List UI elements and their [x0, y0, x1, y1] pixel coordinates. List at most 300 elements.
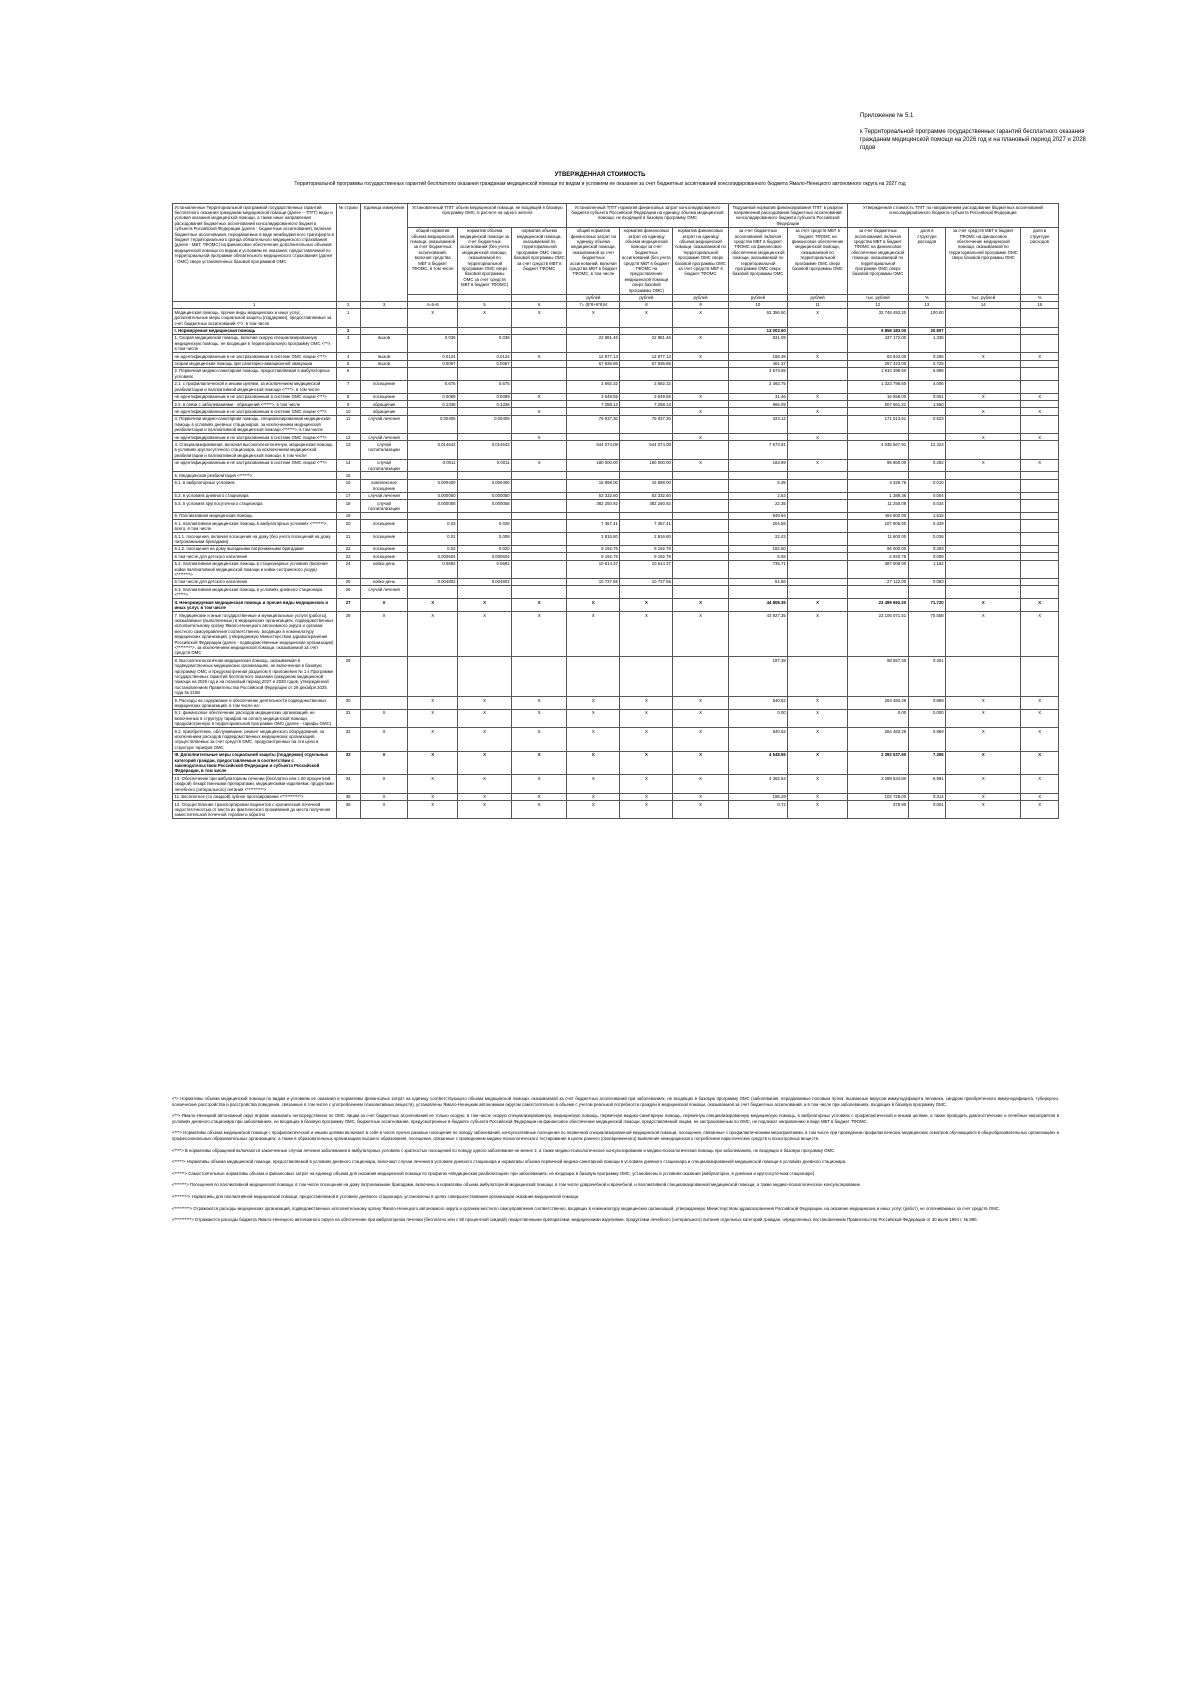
- unit-col-14: тыс. рублей: [946, 294, 1021, 301]
- table-cell: 22 881.46: [567, 334, 620, 352]
- row-number: 32: [336, 728, 360, 752]
- table-cell: X: [673, 801, 728, 819]
- table-cell: X: [512, 393, 567, 400]
- table-cell: 5.898: [908, 367, 946, 380]
- table-cell: 0.00405: [408, 415, 458, 433]
- table-cell: 0.314: [908, 793, 946, 800]
- table-cell: X: [1021, 353, 1059, 360]
- row-number: 5: [336, 360, 360, 367]
- table-cell: X: [458, 612, 512, 657]
- table-cell: 0.010: [908, 479, 946, 492]
- header-col-10: за счет бюджетных ассигнований, включая средства МБТ в бюджет ТФОМС на финансовое обеспечение медицинской помощи, оказываемой по территориальной программе ОМС сверх базовой программы ОМС: [728, 227, 788, 294]
- table-cell: X: [946, 408, 1021, 415]
- table-cell: 0.301: [908, 657, 946, 697]
- table-cell: 12 877.13: [567, 353, 620, 360]
- footnote: <**> Ямало-Ненецкий автономный округ вправе оказывать непосредственно по ОМС лицам за счет бюджетных ассигнований не только скорую, в том числе скорую специализированную, медицинскую помощь, первичную медико-санитарную помощь, первичную специализированную медицинскую помощь, в амбулаторных условиях с профилактической и иными целями, а также проводить диагностические и лечебные мероприятия в условиях дневного стационара при заболеваниях, не входящих в базовую программу ОМС, бюджетные ассигнования, предусмотренные в бюджете субъекта Российской Федерации на финансовое обеспечение медицинской помощи, предоставляемой лицам, не застрахованным по ОМС, не подлежат направлению в виде МБТ в бюджет ТФОМС.: [172, 1113, 1059, 1124]
- table-cell: X: [567, 728, 620, 752]
- table-body: [173, 309, 1059, 819]
- row-label: 6.1.2. посещения на дому выездными патронажными бригадами: [173, 545, 337, 552]
- table-cell: X: [512, 793, 567, 800]
- table-cell: обращение: [360, 401, 408, 408]
- table-cell: 540.62: [728, 728, 788, 752]
- table-cell: [788, 492, 848, 499]
- table-cell: [946, 657, 1021, 697]
- table-cell: 0.004: [908, 492, 946, 499]
- row-label: 6.2. паллиативная медицинская помощь в стационарных условиях (включая койки паллиативной медицинской помощи и койки сестринского ухода) <********>: [173, 560, 337, 578]
- table-cell: [512, 533, 567, 546]
- table-cell: 187.38: [728, 657, 788, 697]
- table-cell: 67 836.86: [567, 360, 620, 367]
- header-col-11: за счет средств МБТ в бюджет ТФОМС на финансовое обеспечение медицинской помощи, оказываемой по территориальной программе ОМС сверх базовой программы ОМС: [788, 227, 848, 294]
- table-cell: [360, 697, 408, 710]
- table-cell: 0.000604: [408, 553, 458, 560]
- table-cell: [673, 367, 728, 380]
- table-cell: [512, 380, 567, 393]
- table-cell: 9 192.76: [620, 553, 673, 560]
- table-cell: койко-день: [360, 578, 408, 585]
- table-cell: [847, 434, 908, 441]
- table-cell: [946, 560, 1021, 578]
- column-number: 11: [788, 301, 848, 308]
- table-cell: [673, 545, 728, 552]
- table-cell: 51.56: [728, 578, 788, 585]
- unit-col-9: рублей: [673, 294, 728, 301]
- row-number: 33: [336, 751, 360, 775]
- table-row: [173, 709, 1059, 727]
- column-number: 3: [360, 301, 408, 308]
- table-cell: 27 122.00: [847, 578, 908, 585]
- footnotes: [172, 1096, 1059, 1229]
- table-cell: [1021, 479, 1059, 492]
- table-cell: 171 013.61: [847, 415, 908, 433]
- table-cell: 0.0011: [458, 459, 512, 472]
- table-cell: X: [788, 599, 848, 612]
- table-cell: X: [673, 309, 728, 327]
- table-cell: [512, 512, 567, 519]
- header-col-7: общий норматив финансовых затрат на единицу объема медицинской помощи, оказываемой за счет бюджетных ассигнований, включая средства МБТ в бюджет ТФОМС, в том числе: [567, 227, 620, 294]
- row-label: не идентифицированным и не застрахованным в системе ОМС лицам <***>: [173, 408, 337, 415]
- row-label: 10. Обеспечение при амбулаторном лечении (бесплатно или с 50 процентной скидкой) лекарственными препаратами, медицинскими изделиями, продуктами лечебного (энтерального) питания <**********>: [173, 775, 337, 793]
- table-cell: 2 392 537.60: [847, 751, 908, 775]
- table-cell: 0.256: [908, 353, 946, 360]
- table-cell: X: [360, 801, 408, 819]
- table-cell: [1021, 586, 1059, 599]
- footnote: <**********> Отражаются расходы бюджета Ямало-Ненецкого автономного округа на обеспечение при амбулаторном лечении (бесплатно или с 50 процентной скидкой) лекарственными препаратами, медицинскими изделиями, продуктами лечебного (энтерального) питания отдельных категорий граждан, определенных постановлением Правительства Российской Федерации от 30 июля 1994 г. № 890.: [172, 1217, 978, 1223]
- table-cell: 83 843.00: [847, 353, 908, 360]
- table-cell: X: [458, 775, 512, 793]
- table-row: [173, 512, 1059, 519]
- column-number: 6: [512, 301, 567, 308]
- table-cell: X: [512, 728, 567, 752]
- unit-col-5: [458, 294, 512, 301]
- table-cell: [946, 309, 1021, 327]
- table-cell: [847, 472, 908, 479]
- table-cell: 9 192.76: [567, 553, 620, 560]
- table-cell: X: [1021, 793, 1059, 800]
- document-title: УТВЕРЖДЕННАЯ СТОИМОСТЬ: [554, 172, 646, 178]
- table-cell: 71.720: [908, 599, 946, 612]
- table-cell: 11 600.00: [847, 533, 908, 546]
- table-cell: [512, 560, 567, 578]
- table-cell: X: [360, 751, 408, 775]
- table-cell: X: [567, 599, 620, 612]
- table-header: [173, 204, 1059, 309]
- table-cell: [512, 553, 567, 560]
- table-cell: случай госпитализации: [360, 441, 408, 459]
- table-cell: [946, 334, 1021, 352]
- table-cell: 0.0124: [408, 353, 458, 360]
- table-cell: [1021, 553, 1059, 560]
- table-row: [173, 520, 1059, 533]
- table-cell: 544 074.08: [567, 441, 620, 459]
- table-cell: X: [512, 459, 567, 472]
- column-number: 1: [173, 301, 337, 308]
- table-cell: [512, 657, 567, 697]
- table-cell: [458, 327, 512, 334]
- header-col-4: общий норматив объема медицинской помощи, оказываемой за счет бюджетных ассигнований, включая средства МБТ в бюджет ТФОМС, в том числе: [408, 227, 458, 294]
- table-row: [173, 578, 1059, 585]
- table-cell: 22.43: [728, 533, 788, 546]
- table-cell: X: [512, 801, 567, 819]
- table-cell: [847, 586, 908, 599]
- table-cell: [673, 472, 728, 479]
- table-cell: X: [360, 709, 408, 727]
- table-cell: [788, 533, 848, 546]
- table-cell: 0.036: [408, 334, 458, 352]
- table-cell: X: [408, 709, 458, 727]
- table-cell: 544 074.08: [620, 441, 673, 459]
- table-cell: 0.001: [908, 801, 946, 819]
- table-cell: 0.0067: [408, 360, 458, 367]
- table-cell: 7 367.41: [620, 520, 673, 533]
- table-row: [173, 500, 1059, 513]
- table-cell: X: [673, 599, 728, 612]
- table-cell: 0.000: [908, 709, 946, 727]
- table-cell: 180 000.00: [620, 459, 673, 472]
- table-row: [173, 459, 1059, 472]
- table-cell: 10 737.55: [620, 578, 673, 585]
- row-number: 31: [336, 709, 360, 727]
- table-cell: 183.89: [728, 459, 788, 472]
- row-label: в том числе для детского населения: [173, 553, 337, 560]
- row-label: 6.1. паллиативная медицинская помощь в амбулаторных условиях <*******>, всего, в том числе: [173, 520, 337, 533]
- table-cell: X: [408, 775, 458, 793]
- table-cell: [408, 327, 458, 334]
- table-cell: [788, 657, 848, 697]
- row-label: Медицинская помощь, прочие виды медицинских и иных услуг, дополнительные меры социальной защиты (поддержки), предоставляемые за счет бюджетных ассигнований <*>, в том числе: [173, 309, 337, 327]
- unit-col-11: рублей: [788, 294, 848, 301]
- table-cell: 195.29: [728, 793, 788, 800]
- table-row: [173, 472, 1059, 479]
- table-cell: 3 692.32: [620, 380, 673, 393]
- table-cell: 0.000058: [458, 500, 512, 513]
- row-number: 15: [336, 472, 360, 479]
- row-number: 22: [336, 545, 360, 552]
- footnote: <*> Нормативы объема медицинской помощи по видам и условиям ее оказания и нормативы финансовых затрат на единицу соответствующего объема медицинской помощи, оказываемой за счет бюджетных ассигнований при заболеваниях, не входящих в базовую программу ОМС (заболевания, передаваемые половым путем, вызванные вирусом иммунодефицита человека, синдром приобретенного иммунодефицита, туберкулез, психические расстройства и расстройства поведения, связанные в том числе с употреблением психоактивных веществ), установлены Ямало-Ненецким автономным округом самостоятельно в объеме с учетом реальной потребности граждан в медицинской помощи, оказываемой за счет бюджетных ассигнований, и в том числе при заболеваниях, входящих в базовую программу ОМС.: [172, 1096, 1059, 1107]
- table-cell: [408, 434, 458, 441]
- table-cell: [946, 479, 1021, 492]
- row-number: 26: [336, 586, 360, 599]
- table-cell: 15 898.00: [620, 479, 673, 492]
- table-row: [173, 334, 1059, 352]
- table-cell: [567, 512, 620, 519]
- table-cell: X: [567, 775, 620, 793]
- table-cell: X: [458, 709, 512, 727]
- table-cell: X: [1021, 393, 1059, 400]
- table-cell: 11 250.09: [847, 500, 908, 513]
- table-cell: [946, 492, 1021, 499]
- table-cell: 378.80: [847, 801, 908, 819]
- table-cell: 0.004802: [408, 578, 458, 585]
- table-row: [173, 793, 1059, 800]
- table-cell: 12.323: [908, 441, 946, 459]
- table-cell: [946, 415, 1021, 433]
- table-cell: [1021, 492, 1059, 499]
- table-cell: 7 258.13: [567, 401, 620, 408]
- table-cell: X: [673, 459, 728, 472]
- header-col-12: за счет бюджетных ассигнований, включая средства МБТ в бюджет ТФОМС на финансовое обеспечение медицинской помощи, оказываемой по территориальной программе ОМС сверх базовой программы ОМС: [847, 227, 908, 294]
- table-cell: X: [512, 709, 567, 727]
- table-row: [173, 380, 1059, 393]
- table-cell: [673, 553, 728, 560]
- table-cell: 0.293: [908, 545, 946, 552]
- table-cell: 2 492.75: [728, 380, 788, 393]
- table-cell: [567, 586, 620, 599]
- table-cell: [788, 560, 848, 578]
- table-cell: 1 910 398.60: [847, 367, 908, 380]
- table-cell: X: [788, 793, 848, 800]
- table-cell: 16 558.00: [847, 393, 908, 400]
- table-cell: [1021, 520, 1059, 533]
- table-cell: 4 035 567.91: [847, 441, 908, 459]
- row-label: не идентифицированным и не застрахованным в системе ОМС лицам <***>: [173, 353, 337, 360]
- table-cell: 437 172.00: [847, 334, 908, 352]
- table-cell: [788, 500, 848, 513]
- table-cell: 0.02: [408, 545, 458, 552]
- table-cell: посещение: [360, 553, 408, 560]
- table-cell: X: [620, 793, 673, 800]
- row-label: в том числе для детского населения: [173, 578, 337, 585]
- table-cell: X: [458, 697, 512, 710]
- unit-col-8: рублей: [620, 294, 673, 301]
- table-cell: 0.01: [408, 533, 458, 546]
- table-cell: X: [673, 751, 728, 775]
- table-cell: X: [620, 309, 673, 327]
- row-number: 34: [336, 775, 360, 793]
- table-cell: [673, 401, 728, 408]
- table-cell: 1.550: [908, 401, 946, 408]
- table-cell: [458, 586, 512, 599]
- cost-table: [172, 203, 1059, 819]
- table-cell: [458, 408, 512, 415]
- table-cell: [620, 408, 673, 415]
- row-label: 2.2. в связи с заболеваниями - обращений <*****>, в том числе: [173, 401, 337, 408]
- table-cell: [673, 520, 728, 533]
- table-cell: X: [360, 612, 408, 657]
- table-cell: 461.37: [728, 360, 788, 367]
- table-cell: случай лечения: [360, 586, 408, 599]
- table-cell: 0.000604: [458, 553, 512, 560]
- table-cell: [788, 520, 848, 533]
- table-cell: [788, 553, 848, 560]
- table-cell: X: [673, 728, 728, 752]
- table-cell: X: [408, 751, 458, 775]
- table-cell: [512, 586, 567, 599]
- table-cell: [512, 360, 567, 367]
- table-cell: X: [567, 751, 620, 775]
- unit-col-4: [408, 294, 458, 301]
- table-cell: [1021, 560, 1059, 578]
- table-cell: X: [567, 697, 620, 710]
- table-cell: X: [1021, 434, 1059, 441]
- row-number: 6: [336, 367, 360, 380]
- table-cell: 79 937.30: [620, 415, 673, 433]
- table-cell: X: [408, 793, 458, 800]
- table-cell: [788, 327, 848, 334]
- table-cell: 0.000050: [408, 492, 458, 499]
- row-label: 9.1. финансовое обеспечение расходов медицинских организаций, не включенных в структуру тарифов на оплату медицинской помощи, предусмотренную в территориальной программе ОМС (далее - тарифы ОМС): [173, 709, 337, 727]
- row-number: 36: [336, 801, 360, 819]
- appendix-block: [860, 112, 1090, 152]
- table-cell: X: [946, 801, 1021, 819]
- table-cell: 100.00: [908, 309, 946, 327]
- table-cell: X: [673, 775, 728, 793]
- table-cell: 382 250.92: [567, 500, 620, 513]
- table-cell: [408, 367, 458, 380]
- column-number: 15: [1021, 301, 1059, 308]
- table-row: [173, 408, 1059, 415]
- table-cell: X: [1021, 599, 1059, 612]
- table-cell: [512, 367, 567, 380]
- table-cell: 382 250.92: [620, 500, 673, 513]
- table-cell: 43 927.35: [728, 612, 788, 657]
- column-number: 10: [728, 301, 788, 308]
- table-cell: [567, 408, 620, 415]
- table-cell: [728, 586, 788, 599]
- table-cell: 0.0692: [408, 560, 458, 578]
- table-cell: 0.00: [728, 709, 788, 727]
- table-cell: 15 898.00: [567, 479, 620, 492]
- column-number: 13: [908, 301, 946, 308]
- table-cell: [1021, 334, 1059, 352]
- table-cell: [620, 586, 673, 599]
- table-cell: 1 323 798.60: [847, 380, 908, 393]
- header-col-13: доля в структуре расходов: [908, 227, 946, 294]
- table-cell: [788, 586, 848, 599]
- table-cell: случай лечения: [360, 415, 408, 433]
- table-cell: X: [567, 801, 620, 819]
- table-cell: [1021, 578, 1059, 585]
- table-cell: X: [620, 709, 673, 727]
- table-cell: 1.335: [908, 334, 946, 352]
- table-cell: X: [408, 309, 458, 327]
- table-cell: X: [512, 751, 567, 775]
- table-cell: X: [946, 775, 1021, 793]
- column-number: 8: [620, 301, 673, 308]
- header-col-8: норматив финансовых затрат на единицу объема медицинской помощи за счет бюджетных ассигнований (без учета средств МБТ в бюджет ТФОМС на предоставление медицинской помощи сверх базовой программы ОМС): [620, 227, 673, 294]
- table-row: [173, 434, 1059, 441]
- row-number: 18: [336, 500, 360, 513]
- row-label: 11. Бесплатное (со скидкой) зубное протезирование <***********>: [173, 793, 337, 800]
- table-row: [173, 801, 1059, 819]
- table-cell: посещение: [360, 520, 408, 533]
- table-cell: [512, 545, 567, 552]
- table-row: [173, 553, 1059, 560]
- table-row: [173, 360, 1059, 367]
- row-label: 7. Медицинские и иные государственные и муниципальные услуги (работы), оказываемые (выполняемые) в медицинских организациях, подведомственных исполнительному органу Ямало-Ненецкого автономного округа и органам местного самоуправления соответственно, входящих в номенклатуру медицинских организаций, утверждаемую Министерством здравоохранения Российской Федерации (далее - подведомственные медицинские организации) <*********>, за исключением медицинской помощи, оказываемой за счет средств ОМС: [173, 612, 337, 657]
- header-col-5: норматив объема медицинской помощи за счет бюджетных ассигнований (без учета медицинской помощи, оказываемой по территориальной программе ОМС сверх базовой программы ОМС за счет средств МБТ в бюджет ТФОМС): [458, 227, 512, 294]
- table-cell: [673, 512, 728, 519]
- table-cell: [512, 500, 567, 513]
- table-cell: [788, 441, 848, 459]
- table-cell: посещение: [360, 393, 408, 400]
- table-cell: 31.46: [728, 393, 788, 400]
- table-cell: 0.869: [908, 697, 946, 710]
- table-cell: 284 483.29: [847, 728, 908, 752]
- table-cell: 7.306: [908, 751, 946, 775]
- row-number: 35: [336, 793, 360, 800]
- table-cell: X: [788, 612, 848, 657]
- table-cell: [1021, 512, 1059, 519]
- table-cell: 67 836.86: [620, 360, 673, 367]
- row-number: 8: [336, 393, 360, 400]
- table-cell: 2 920.75: [847, 553, 908, 560]
- table-cell: [673, 441, 728, 459]
- table-cell: [408, 512, 458, 519]
- table-cell: 9 192.76: [620, 545, 673, 552]
- table-row: [173, 401, 1059, 408]
- table-cell: [360, 512, 408, 519]
- table-cell: вызов: [360, 353, 408, 360]
- table-cell: 948.84: [728, 512, 788, 519]
- table-cell: 4 352.54: [728, 775, 788, 793]
- row-label: 8. Высокотехнологичная медицинская помощь, оказываемая в подведомственных медицинских организациях, не включенная в базовую программу ОМС и предусмотренная разделом II приложения № 1 к Программе государственных гарантий бесплатного оказания гражданам медицинской помощи на 2026 год и на плановый период 2027 и 2028 годов, утвержденной постановлением Правительства Российской Федерации от 29 декабря 2025 года № 2188: [173, 657, 337, 697]
- table-row: [173, 327, 1059, 334]
- table-cell: [408, 586, 458, 599]
- footnote: <******> Самостоятельные нормативы объема и финансовых затрат на единицу объема для оказания медицинской помощи по профилю «Медицинская реабилитация» при заболеваниях, не входящих в базовую программу ОМС, установлены в условиях оказания (амбулаторно, в дневном и круглосуточном стационаре).: [172, 1170, 816, 1176]
- table-cell: 2 816.80: [567, 533, 620, 546]
- table-cell: 180 000.00: [567, 459, 620, 472]
- row-label: 4. Специализированная, включая высокотехнологичную, медицинская помощь в условиях круглосуточного стационара, за исключением медицинской реабилитации и паллиативной медицинской помощи, в том числе: [173, 441, 337, 459]
- table-cell: 3 549.55: [567, 393, 620, 400]
- table-cell: X: [567, 709, 620, 727]
- column-number: 12: [847, 301, 908, 308]
- table-cell: [673, 360, 728, 367]
- row-number: 12: [336, 434, 360, 441]
- header-row-number: № строки: [336, 204, 360, 302]
- table-cell: [1021, 327, 1059, 334]
- table-cell: 494 800.00: [847, 512, 908, 519]
- row-label: 6.1.1. посещения, включая посещения на дому (без учета посещений на дому патронажными бригадами): [173, 533, 337, 546]
- row-number: 27: [336, 599, 360, 612]
- table-cell: [728, 434, 788, 441]
- row-label: 1. Скорая медицинская помощь, включая скорую специализированную медицинскую помощь, не входящая в территориальную программу ОМС <**>, в том числе: [173, 334, 337, 352]
- table-cell: 53 332.60: [567, 492, 620, 499]
- table-cell: [788, 415, 848, 433]
- table-cell: 7 673.91: [728, 441, 788, 459]
- table-cell: X: [1021, 459, 1059, 472]
- table-cell: [946, 327, 1021, 334]
- table-cell: X: [788, 309, 848, 327]
- table-row: [173, 751, 1059, 775]
- table-cell: 1.182: [908, 560, 946, 578]
- footnote: <*****> Нормативы объема медицинской помощи, предоставляемой в условиях дневного стационара, включают случаи лечения в условиях дневного стационара и нормативы объема первичной медико-санитарной помощи в условиях дневного стационара и специализированной медицинской помощи в условиях дневного стационара.: [172, 1159, 847, 1165]
- table-cell: 0.000400: [408, 479, 458, 492]
- table-cell: [1021, 500, 1059, 513]
- table-cell: 3 673.65: [728, 367, 788, 380]
- table-cell: X: [512, 612, 567, 657]
- row-number: 24: [336, 560, 360, 578]
